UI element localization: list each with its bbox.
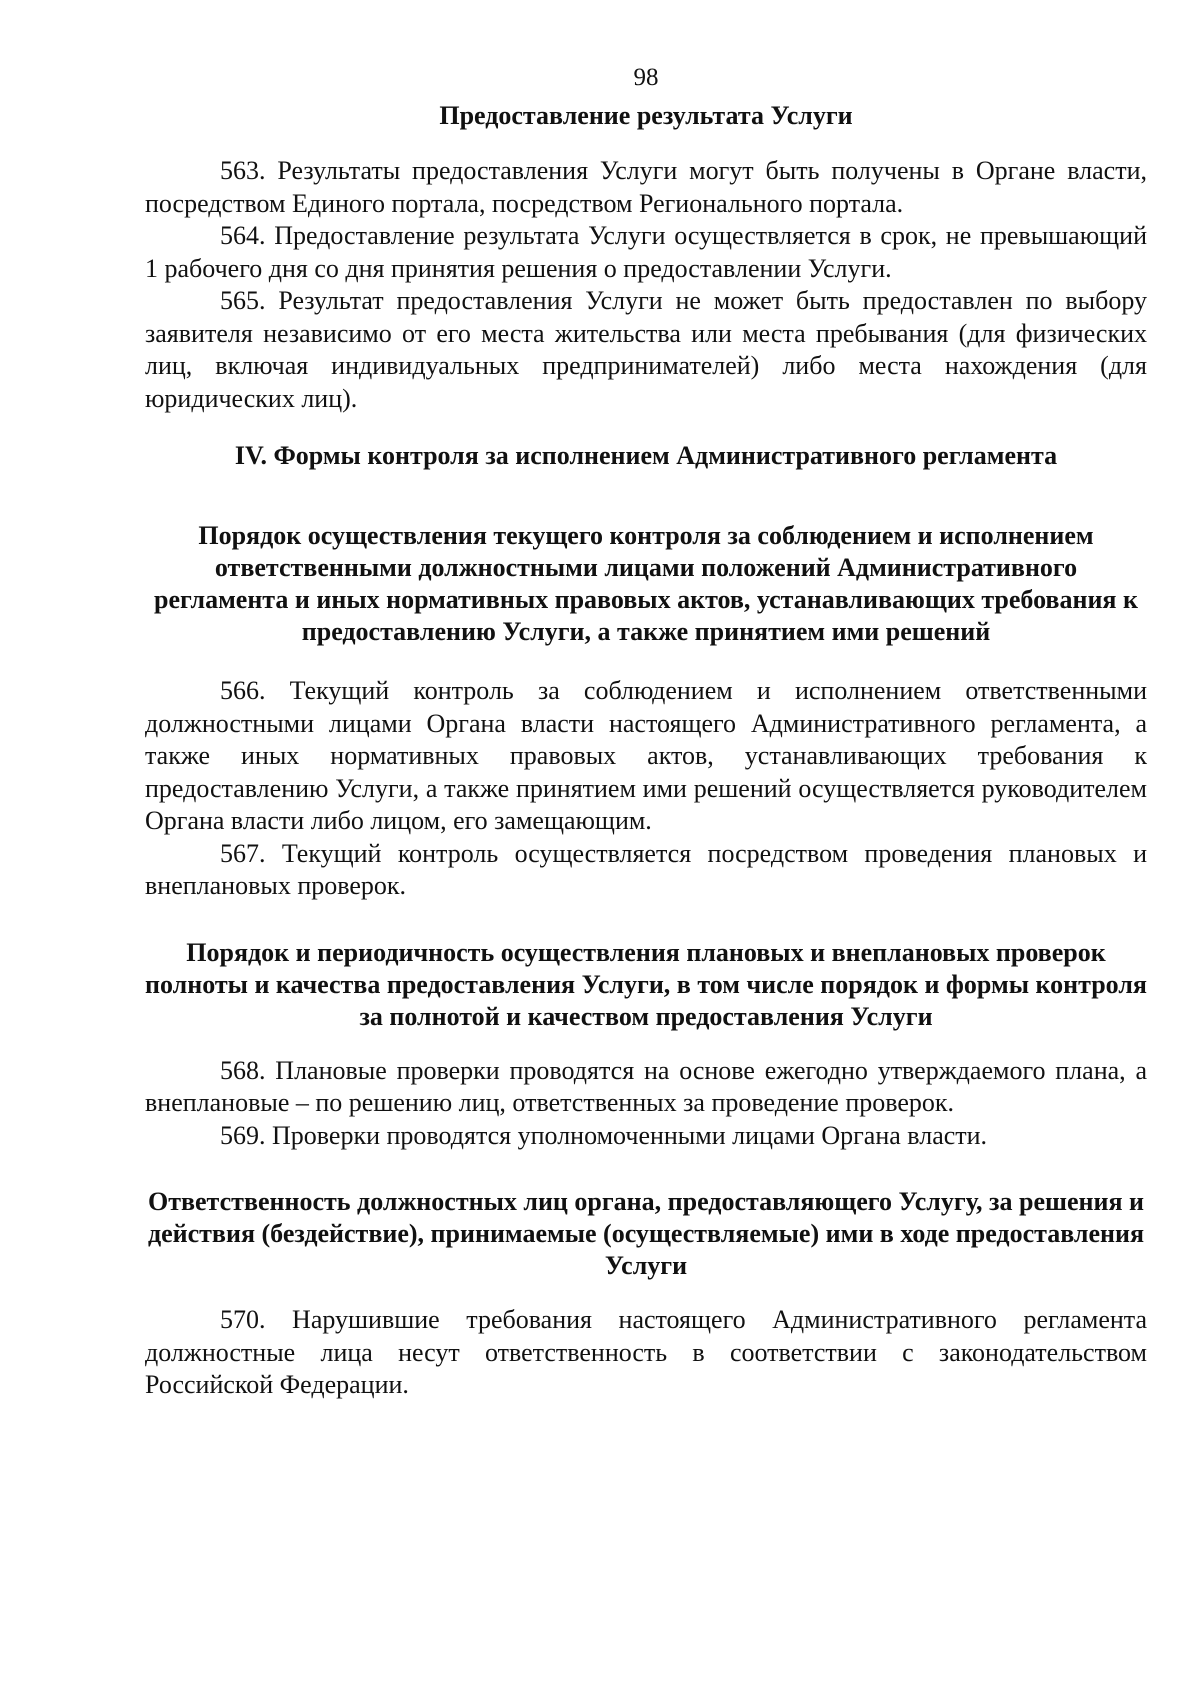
heading-responsibility: Ответственность должностных лиц органа, предоставляющего Услугу, за решения и действия (бездействие), принимаемые (осуществляемые) ими в ходе предоставления Услуги: [147, 1187, 1145, 1280]
page-number: 98: [633, 64, 659, 91]
heading-inspections: Порядок и периодичность осуществления плановых и внеплановых проверок полноты и качества предоставления Услуги, в том числе порядок и формы контроля за полнотой и качеством предоставления Услуги: [145, 937, 1147, 1031]
document-page: [145, 62, 1147, 1402]
paragraph-569: 569. Проверки проводятся уполномоченными лицами Органа власти.: [220, 1120, 988, 1150]
paragraph-565: 565. Результат предоставления Услуги не может быть предоставлен по выбору заявителя независимо от его места жительства или места пребывания (для физических лиц, включая индивидуальных предпринимателей) либо места нахождения (для юридических лиц).: [145, 286, 1147, 413]
paragraph-568: 568. Плановые проверки проводятся на основе ежегодно утверждаемого плана, а внеплановые – по решению лиц, ответственных за проведение проверок.: [145, 1055, 1147, 1117]
paragraph-567: 567. Текущий контроль осуществляется посредством проведения плановых и внеплановых проверок.: [145, 838, 1147, 900]
heading-current-control: Порядок осуществления текущего контроля за соблюдением и исполнением ответственными должностными лицами положений Административного регламента и иных нормативных правовых актов, устанавливающих требования к предоставлению Услуги, а также принятием ими решений: [154, 521, 1138, 646]
paragraph-566: 566. Текущий контроль за соблюдением и исполнением ответственными должностными лицами Органа власти настоящего Административного регламента, а также иных нормативных правовых актов, устанавливающих требования к предоставлению Услуги, а также принятием ими решений осуществляется руководителем Органа власти либо лицом, его замещающим.: [145, 676, 1147, 835]
heading-result-provision: Предоставление результата Услуги: [439, 101, 853, 130]
paragraph-563: 563. Результаты предоставления Услуги могут быть получены в Органе власти, посредством Единого портала, посредством Регионального портала.: [145, 156, 1147, 218]
paragraph-570: 570. Нарушившие требования настоящего Административного регламента должностные лица несут ответственность в соответствии с законодательством Российской Федерации.: [145, 1305, 1147, 1399]
section-iv-heading: IV. Формы контроля за исполнением Административного регламента: [234, 441, 1058, 470]
paragraph-564: 564. Предоставление результата Услуги осуществляется в срок, не превышающий 1 рабочего дня со дня принятия решения о предоставлении Услуги.: [145, 221, 1147, 283]
